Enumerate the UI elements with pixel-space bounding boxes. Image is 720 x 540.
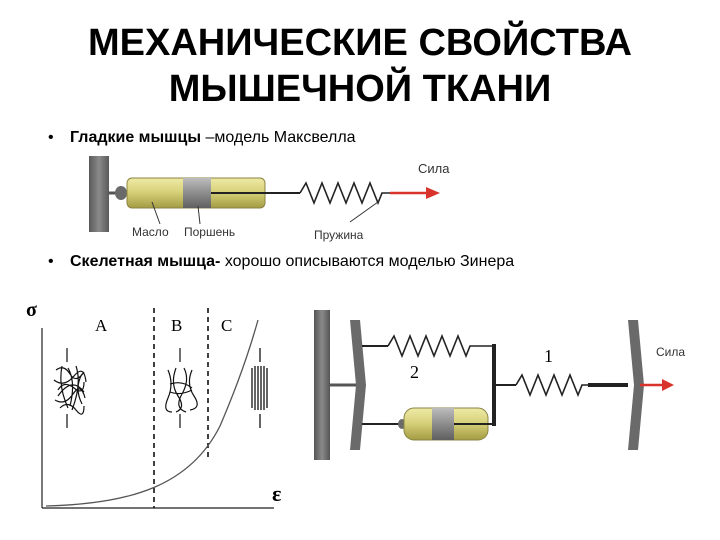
page-title [0, 20, 720, 112]
zener-model-diagram [310, 300, 710, 480]
x-axis-label: ε [272, 481, 282, 506]
bullet-text [70, 252, 514, 272]
maxwell-model-diagram [0, 150, 720, 250]
zener-force-label: Сила [656, 345, 686, 359]
bullet-text [70, 128, 356, 148]
bullet-dot: • [48, 129, 54, 146]
title-line-1: МЕХАНИЧЕСКИЕ СВОЙСТВА [88, 22, 632, 64]
bullet-dot: • [48, 253, 54, 270]
spring-pointer [350, 202, 378, 222]
maxwell-piston [183, 178, 211, 208]
spring-1-label: 1 [544, 346, 553, 366]
partially-aligned-fibres-illustration [166, 348, 197, 428]
zener-force-arrowhead [662, 379, 674, 391]
piston-pointer [198, 206, 200, 224]
region-label-b: B [171, 316, 183, 335]
maxwell-piston-label: Поршень [184, 225, 236, 239]
maxwell-wall [89, 156, 109, 232]
zener-piston [432, 408, 454, 440]
maxwell-spring-label: Пружина [314, 228, 364, 242]
stress-strain-graph [20, 296, 320, 526]
spring-2-label: 2 [410, 362, 419, 382]
y-axis-label: σ [26, 299, 37, 321]
bullet-rest: хорошо описываются моделью Зинера [220, 253, 515, 270]
title-line-2: МЫШЕЧНОЙ ТКАНИ [168, 68, 552, 110]
maxwell-oil-label: Масло [132, 225, 169, 239]
bullet-bold: Скелетная мышца- [70, 253, 221, 270]
region-label-a: A [95, 316, 108, 335]
bullet-bold: Гладкие мышцы [70, 129, 206, 146]
maxwell-force-label: Сила [418, 161, 450, 176]
region-label-c: C [221, 316, 233, 335]
spring-1 [516, 375, 588, 395]
spring-2 [388, 336, 494, 356]
maxwell-joint [115, 186, 127, 200]
aligned-fibres-illustration [252, 348, 267, 428]
bullet-rest: –модель Максвелла [205, 129, 356, 146]
maxwell-spring [300, 183, 390, 203]
maxwell-force-arrowhead [426, 187, 440, 199]
zener-wall [314, 310, 330, 460]
tangled-fibres-illustration [54, 348, 86, 428]
stress-strain-curve [46, 320, 258, 506]
